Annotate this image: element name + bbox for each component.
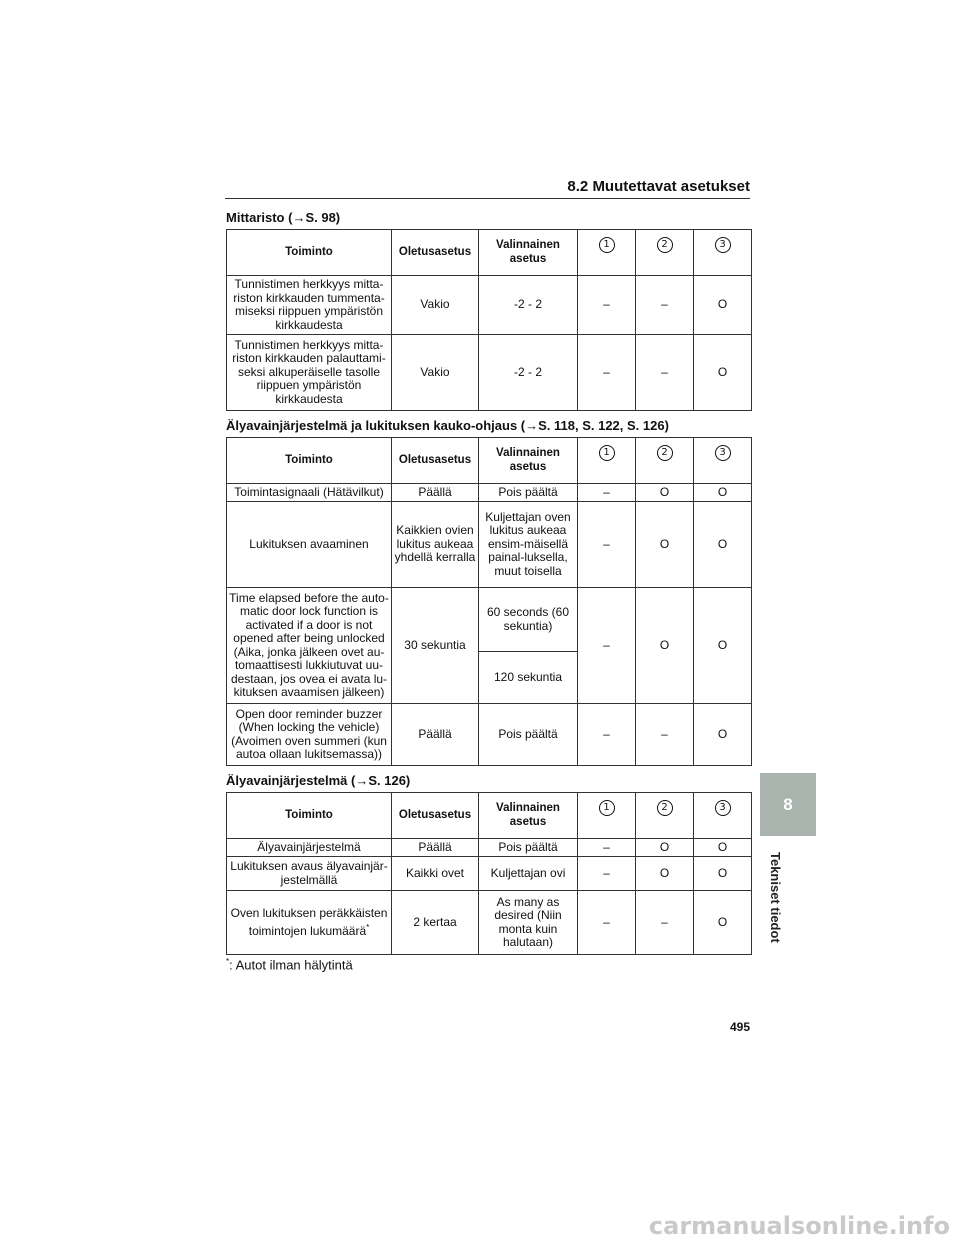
table-row [227,484,752,502]
cell-default: Kaikki ovet [392,857,479,891]
cell-c2: – [636,891,694,955]
cell-c3: O [694,891,752,955]
header-col1 [578,438,636,484]
footnote-mark: * [366,922,370,932]
section-title-mittaristo: Mittaristo (→S. 98) [226,210,341,225]
cell-default: Päällä [392,484,479,502]
table-row [227,839,752,857]
table-alyavain-kauko [226,437,752,766]
watermark: carmanualsonline.info [648,1212,950,1240]
cell-option: Pois päältä [479,704,578,766]
cell-c1: – [578,704,636,766]
cell-c1: – [578,857,636,891]
cell-function: Time elapsed before the auto-matic door lock function is activated if a door is not opened after being unlocked (Aika, jonka jälkeen ovet au-tomaattisesti lukkiutuvat uu-destaan, jos ovea ei avata lu-kituksen avaamisen jälkeen) [227,588,392,704]
circle-number-3: 3 [715,445,731,461]
cell-c1: – [578,335,636,411]
cell-c2: O [636,502,694,588]
table-row [227,588,752,652]
table-row [227,276,752,335]
cell-option: Pois päältä [479,839,578,857]
circle-number-3: 3 [715,237,731,253]
header-col2 [636,230,694,276]
cell-function: Open door reminder buzzer (When locking the vehicle) (Avoimen oven summeri (kun autoa ollaan lukitsemassa)) [227,704,392,766]
header-col2 [636,438,694,484]
cell-function: Tunnistimen herkkyys mitta-riston kirkkauden tummenta-miseksi riippuen ympäristön kirkkaudesta [227,276,392,335]
cell-option: As many as desired (Niin monta kuin halutaan) [479,891,578,955]
cell-c1: – [578,502,636,588]
footnote-text: : Autot ilman hälytintä [229,957,353,973]
table-mittaristo [226,229,752,411]
header-valinnainen: Valinnainen asetus [479,793,578,839]
circle-number-1: 1 [599,800,615,816]
cell-c2: O [636,839,694,857]
circle-number-2: 2 [657,237,673,253]
header-oletusasetus: Oletusasetus [392,230,479,276]
cell-c3: O [694,276,752,335]
cell-c1: – [578,276,636,335]
cell-c3: O [694,857,752,891]
circle-number-1: 1 [599,237,615,253]
header-col3 [694,230,752,276]
cell-default: Päällä [392,704,479,766]
cell-option: -2 - 2 [479,335,578,411]
header-col2 [636,793,694,839]
header-toiminto: Toiminto [227,230,392,276]
cell-c3: O [694,839,752,857]
header-oletusasetus: Oletusasetus [392,438,479,484]
table-row [227,704,752,766]
table-row [227,335,752,411]
cell-c2: O [636,588,694,704]
circle-number-2: 2 [657,445,673,461]
cell-function: Toimintasignaali (Hätävilkut) [227,484,392,502]
circle-number-2: 2 [657,800,673,816]
chapter-tab: 8 [760,773,816,836]
header-valinnainen: Valinnainen asetus [479,230,578,276]
cell-c3: O [694,704,752,766]
cell-c2: O [636,857,694,891]
function-text: Oven lukituksen peräkkäisten toimintojen lukumäärä [230,906,388,938]
header-toiminto: Toiminto [227,438,392,484]
cell-default: Vakio [392,335,479,411]
page-number: 495 [729,1020,750,1034]
header-oletusasetus: Oletusasetus [392,793,479,839]
cell-c3: O [694,588,752,704]
header-toiminto: Toiminto [227,793,392,839]
cell-function: Lukituksen avaus älyavainjär-jestelmällä [227,857,392,891]
cell-default: Päällä [392,839,479,857]
cell-default: 30 sekuntia [392,588,479,704]
cell-default: Kaikkien ovien lukitus aukeaa yhdellä kerralla [392,502,479,588]
cell-option: Kuljettajan ovi [479,857,578,891]
header-valinnainen: Valinnainen asetus [479,438,578,484]
cell-c2: – [636,704,694,766]
table-row [227,502,752,588]
cell-c1: – [578,484,636,502]
table-row [227,857,752,891]
cell-c2: – [636,335,694,411]
running-header: 8.2 Muutettavat asetukset [567,178,750,195]
header-col3 [694,438,752,484]
cell-c2: – [636,276,694,335]
cell-c3: O [694,335,752,411]
header-col1 [578,793,636,839]
circle-number-1: 1 [599,445,615,461]
header-col1 [578,230,636,276]
header-col3 [694,793,752,839]
cell-c1: – [578,839,636,857]
cell-option: -2 - 2 [479,276,578,335]
cell-c1: – [578,588,636,704]
cell-function: Tunnistimen herkkyys mitta-riston kirkkauden palauttami-seksi alkuperäiselle tasolle riippuen ympäristön kirkkaudesta [227,335,392,411]
section-title-alyavain-kauko: Älyavainjärjestelmä ja lukituksen kauko-ohjaus (→S. 118, S. 122, S. 126) [226,418,669,433]
circle-number-3: 3 [715,800,731,816]
cell-option: Kuljettajan oven lukitus aukeaa ensim-mäisellä painal-luksella, muut toisella [479,502,578,588]
header-rule [225,198,750,199]
cell-default: Vakio [392,276,479,335]
cell-c3: O [694,502,752,588]
chapter-label: Tekniset tiedot [768,852,783,943]
cell-option: 60 seconds (60 sekuntia) [479,588,578,652]
footnote [226,957,353,972]
cell-c1: – [578,891,636,955]
table-alyavain [226,792,752,955]
cell-function: Älyavainjärjestelmä [227,839,392,857]
cell-default: 2 kertaa [392,891,479,955]
cell-option-2: 120 sekuntia [479,652,578,704]
cell-c3: O [694,484,752,502]
cell-function [227,891,392,955]
footnote-mark: * [226,957,230,966]
table-row [227,891,752,955]
cell-function: Lukituksen avaaminen [227,502,392,588]
cell-option: Pois päältä [479,484,578,502]
cell-c2: O [636,484,694,502]
section-title-alyavain: Älyavainjärjestelmä (→S. 126) [226,773,411,788]
